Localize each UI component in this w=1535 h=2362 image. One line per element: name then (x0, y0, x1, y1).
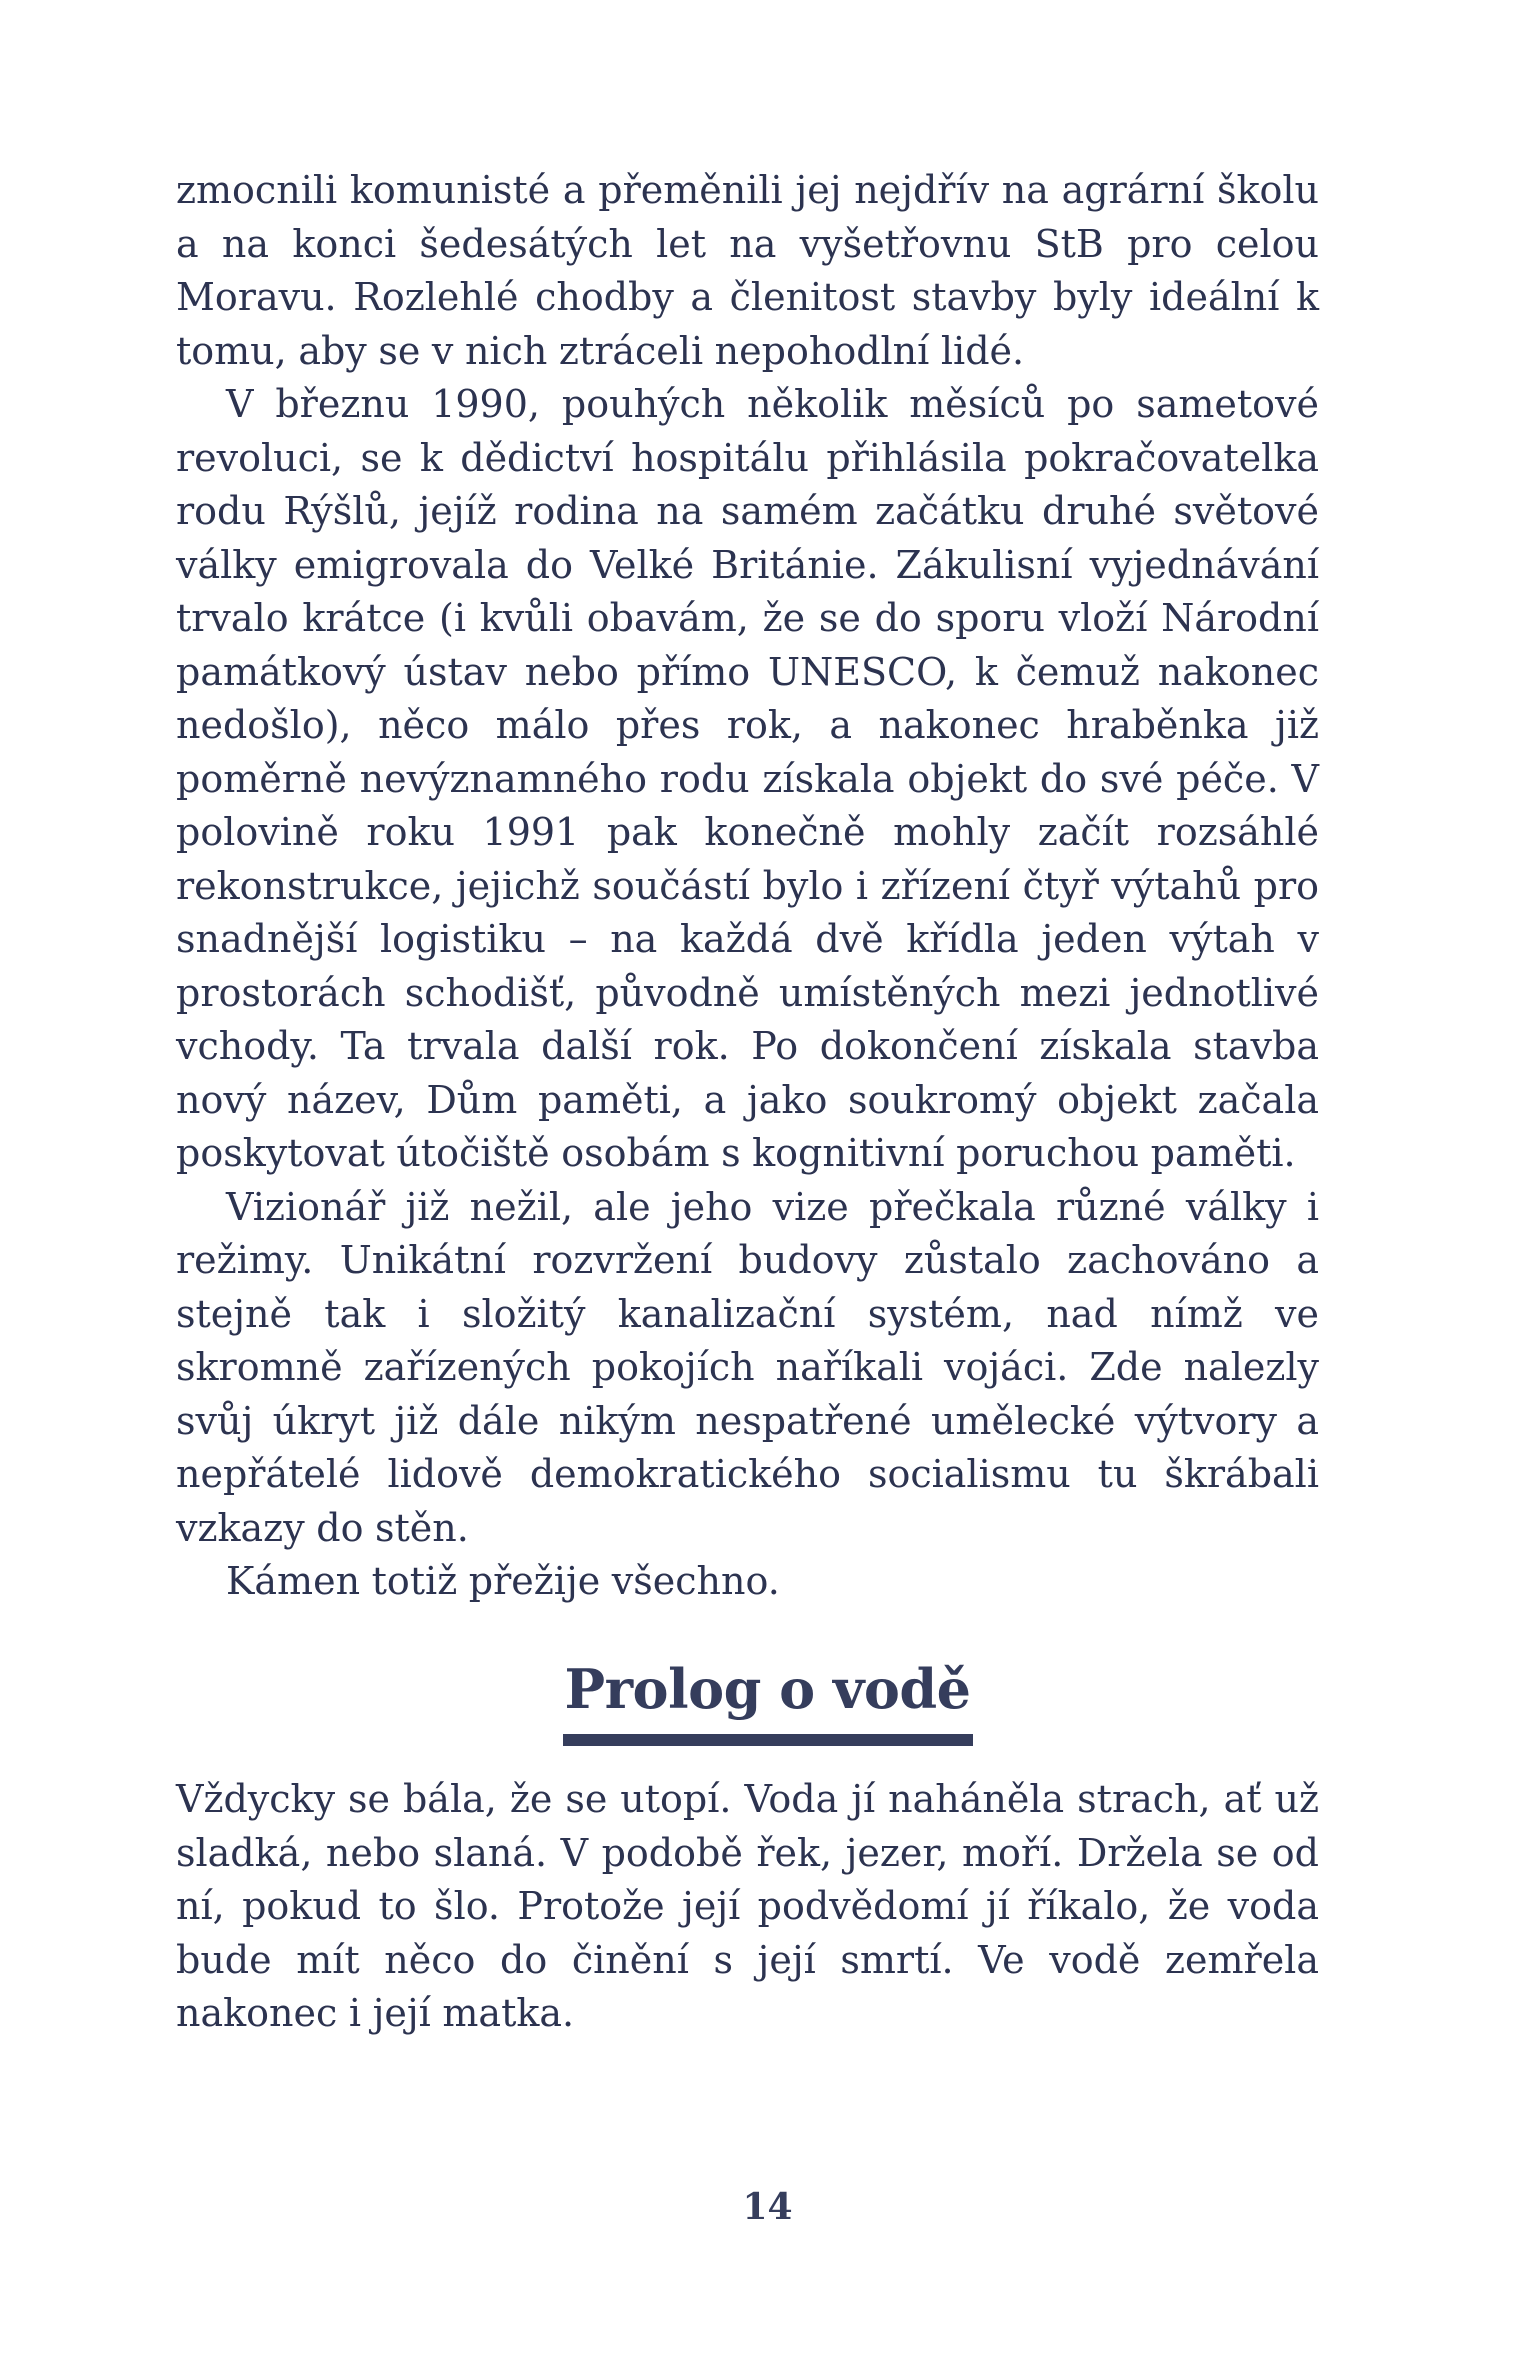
page-number: 14 (742, 2186, 793, 2228)
paragraph: Vizionář již nežil, ale jeho vize přečkala různé války i režimy. Unikátní rozvržení budovy zůstalo zachováno a stejně tak i složitý kanalizační systém, nad nímž ve skromně zařízených pokojích naříkali vojáci. Zde nalezly svůj úkryt již dále nikým nespatřené umělecké výtvory a nepřátelé lidově demokratického socialismu tu škrábali vzkazy do stěn. (176, 1184, 1319, 1550)
paragraph-continued: zmocnili komunisté a přeměnili jej nejdřív na agrární školu a na konci šedesátých let na vyšetřovnu StB pro celou Moravu. Rozlehlé chodby a členitost stavby byly ideální k tomu, aby se v nich ztráceli nepohodlní lidé. (176, 168, 1319, 373)
body-text-bottom (176, 1773, 1319, 2041)
paragraph: V březnu 1990, pouhých několik měsíců po sametové revoluci, se k dědictví hospitálu přihlásila pokračovatelka rodu Rýšlů, jejíž rodina na samém začátku druhé světové války emigrovala do Velké Británie. Zákulisní vyjednávání trvalo krátce (i kvůli obavám, že se do sporu vloží Národní památkový ústav nebo přímo UNESCO, k čemuž nakonec nedošlo), něco málo přes rok, a nakonec hraběnka již poměrně nevýznamného rodu získala objekt do své péče. V polovině roku 1991 pak konečně mohly začít rozsáhlé rekonstrukce, jejichž součástí bylo i zřízení čtyř výtahů pro snadnější logistiku – na každá dvě křídla jeden výtah v prostorách schodišť, původně umístěných mezi jednotlivé vchody. Ta trvala další rok. Po dokončení získala stavba nový název, Dům paměti, a jako soukromý objekt začala poskytovat útočiště osobám s kognitivní poruchou paměti. (176, 382, 1319, 1175)
paragraph: Vždycky se bála, že se utopí. Voda jí naháněla strach, ať už sladká, nebo slaná. V podobě řek, jezer, moří. Držela se od ní, pokud to šlo. Protože její podvědomí jí říkalo, že voda bude mít něco do činění s její smrtí. Ve vodě zemřela nakonec i její matka. (176, 1777, 1319, 2035)
paragraph-closing-line: Kámen totiž přežije všechno. (226, 1559, 780, 1603)
chapter-heading-container (0, 1654, 1535, 1746)
chapter-heading: Prolog o vodě (563, 1654, 973, 1746)
body-text-top (176, 164, 1319, 1609)
